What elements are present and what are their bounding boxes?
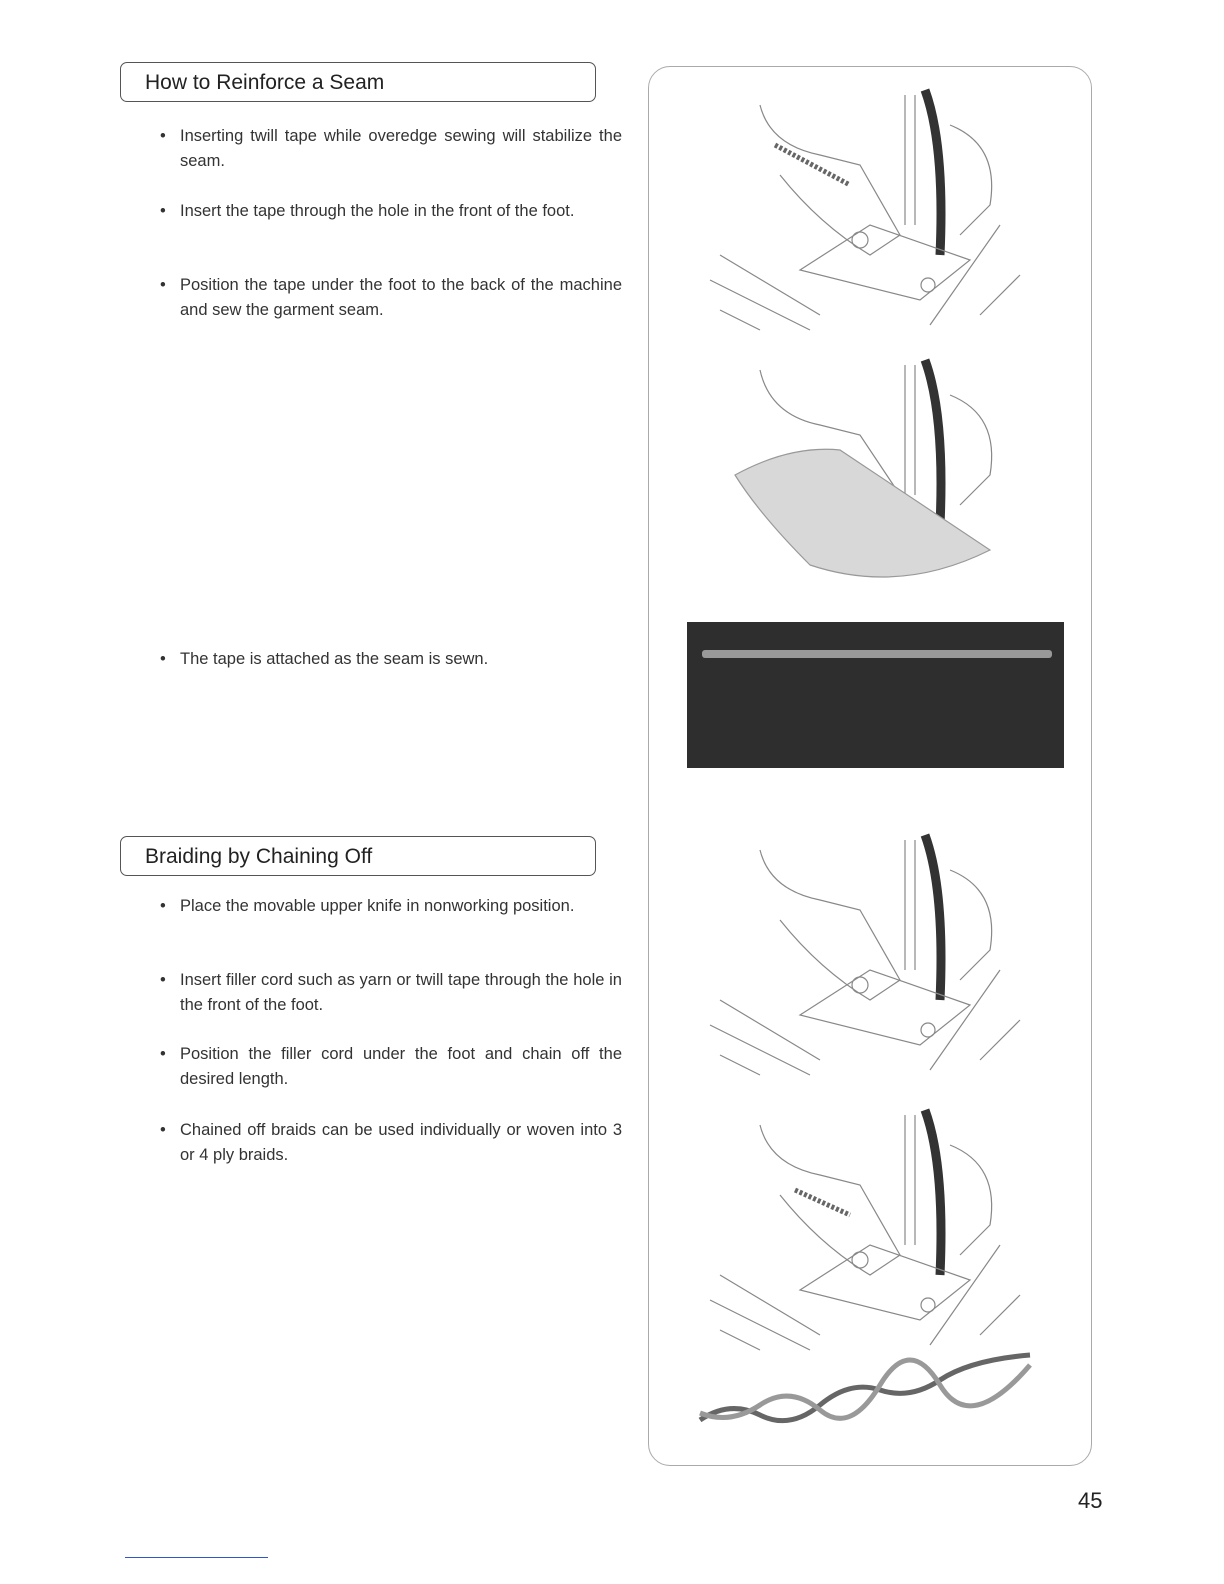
presser-foot-illustration <box>700 85 1040 335</box>
list-item <box>160 647 622 672</box>
filler-cord-illustration <box>700 830 1040 1080</box>
bullet-icon: • <box>160 276 166 294</box>
bullet-icon: • <box>160 1121 166 1139</box>
bullet-icon: • <box>160 897 166 915</box>
list-item <box>160 894 622 919</box>
bullet-text: Position the filler cord under the foot and chain off the desired length. <box>180 1045 622 1088</box>
bullet-icon: • <box>160 650 166 668</box>
sewn-tape-photo <box>687 622 1064 768</box>
list-item <box>160 1042 622 1092</box>
page-number: 45 <box>1078 1488 1103 1513</box>
list-item <box>160 124 622 174</box>
bullet-text: Position the tape under the foot to the back of the machine and sew the garment seam. <box>180 276 622 319</box>
section-title: Braiding by Chaining Off <box>145 845 373 868</box>
braid-illustration <box>690 1345 1040 1435</box>
section-heading-box <box>120 62 596 102</box>
bullet-text: Insert the tape through the hole in the front of the foot. <box>180 202 575 220</box>
list-item <box>160 1118 622 1168</box>
seam-edge <box>702 650 1052 658</box>
bullet-text: The tape is attached as the seam is sewn. <box>180 650 489 668</box>
bullet-icon: • <box>160 971 166 989</box>
fabric-under-foot-illustration <box>700 355 1040 585</box>
bullet-text: Chained off braids can be used individually or woven into 3 or 4 ply braids. <box>180 1121 622 1164</box>
bullet-text: Place the movable upper knife in nonworking position. <box>180 897 575 915</box>
bullet-icon: • <box>160 127 166 145</box>
bullet-text: Insert filler cord such as yarn or twill tape through the hole in the front of the foot. <box>180 971 622 1014</box>
list-item <box>160 273 622 323</box>
chain-off-illustration <box>700 1105 1040 1355</box>
section-title: How to Reinforce a Seam <box>145 71 385 94</box>
list-item <box>160 968 622 1018</box>
list-item <box>160 199 622 224</box>
section-heading-box <box>120 836 596 876</box>
bullet-text: Inserting twill tape while overedge sewing will stabilize the seam. <box>180 127 622 170</box>
footer-rule <box>125 1557 268 1558</box>
bullet-icon: • <box>160 1045 166 1063</box>
bullet-icon: • <box>160 202 166 220</box>
